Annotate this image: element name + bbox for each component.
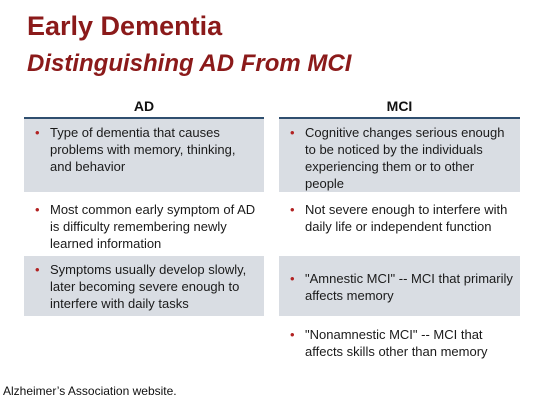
bullet-icon: • bbox=[35, 262, 40, 277]
ad-row-3-text: Symptoms usually develop slowly, later becoming severe enough to interfere with daily tasks bbox=[50, 262, 247, 311]
mci-row-1 bbox=[279, 119, 520, 192]
bullet-icon: • bbox=[35, 202, 40, 217]
ad-row-3 bbox=[24, 256, 264, 316]
slide-subtitle: Distinguishing AD From MCI bbox=[27, 50, 352, 77]
ad-row-2 bbox=[24, 196, 264, 252]
ad-row-1 bbox=[24, 119, 264, 192]
ad-column bbox=[24, 95, 264, 311]
mci-row-3 bbox=[279, 256, 520, 316]
bullet-icon: • bbox=[290, 125, 295, 140]
bullet-icon: • bbox=[35, 125, 40, 140]
bullet-icon: • bbox=[290, 271, 295, 286]
mci-column bbox=[279, 95, 520, 359]
mci-row-2 bbox=[279, 196, 520, 252]
slide-title: Early Dementia bbox=[27, 11, 223, 41]
mci-row-4-text: "Nonamnestic MCI" -- MCI that affects skills other than memory bbox=[305, 327, 488, 359]
mci-column-header: MCI bbox=[279, 95, 520, 119]
ad-row-2-text: Most common early symptom of AD is difficulty remembering newly learned information bbox=[50, 202, 256, 251]
mci-row-4 bbox=[279, 316, 520, 361]
bullet-icon: • bbox=[290, 202, 295, 217]
mci-row-3-text: "Amnestic MCI" -- MCI that primarily affects memory bbox=[305, 271, 513, 303]
source-footnote: Alzheimer’s Association website. bbox=[3, 384, 177, 398]
mci-row-2-text: Not severe enough to interfere with daily life or independent function bbox=[305, 202, 508, 234]
ad-row-1-text: Type of dementia that causes problems with memory, thinking, and behavior bbox=[50, 125, 236, 174]
mci-row-1-text: Cognitive changes serious enough to be noticed by the individuals experiencing them or to other people bbox=[305, 125, 505, 191]
ad-column-header: AD bbox=[24, 95, 264, 119]
bullet-icon: • bbox=[290, 327, 295, 342]
